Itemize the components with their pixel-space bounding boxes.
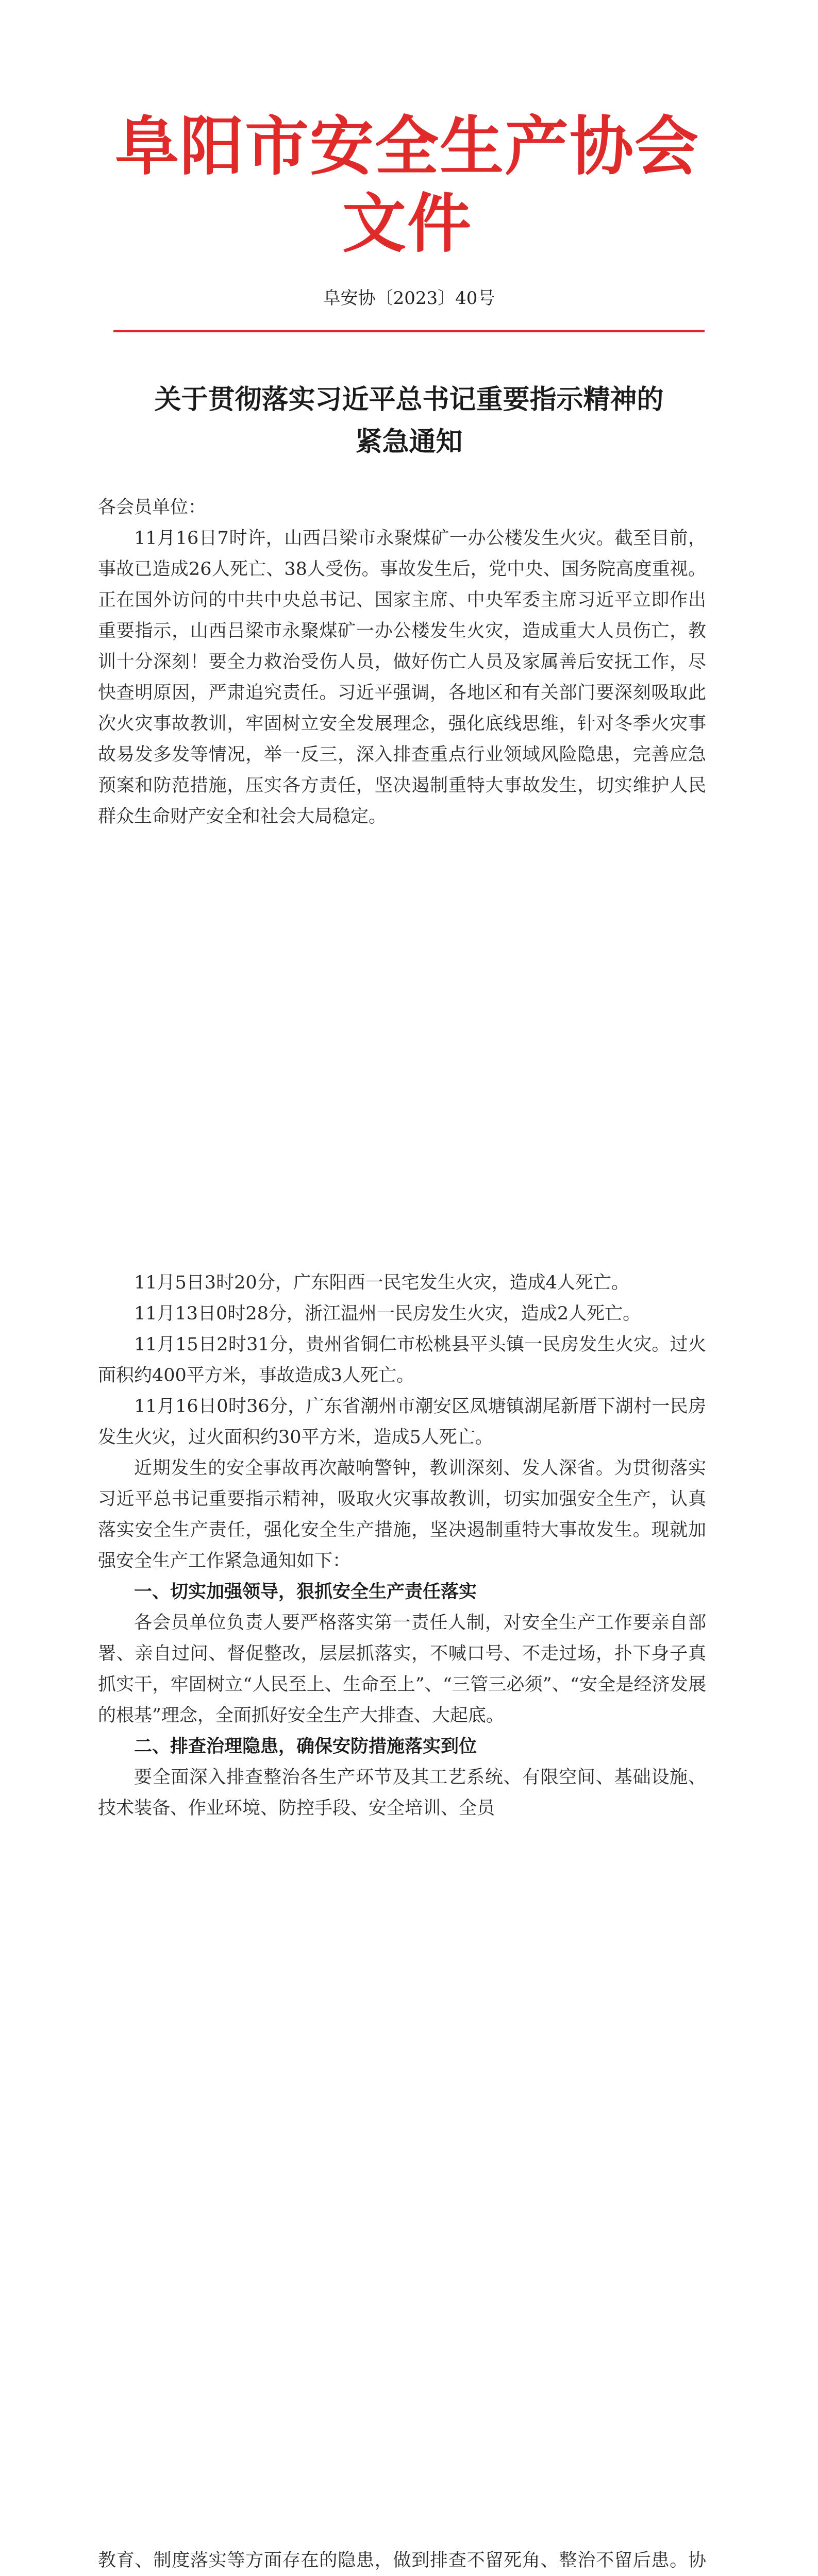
lead-paragraph: 近期发生的安全事故再次敲响警钟，教训深刻、发人深省。为贯彻落实习近平总书记重要指示精神，吸取火灾事故教训，切实加强安全生产，认真落实安全生产责任，强化安全生产措施，坚决遏制重特大事故发生。现就加强安全生产工作紧急通知如下：: [98, 1458, 706, 1571]
continuation-section: [98, 2545, 706, 2576]
document-masthead: 阜阳市安全生产协会文件: [114, 110, 699, 261]
notice-title-line1: 关于贯彻落实习近平总书记重要指示精神的: [154, 384, 664, 415]
incident-list: [98, 1267, 706, 1824]
document-number: 阜安协〔2023〕40号: [323, 288, 495, 309]
section-heading-1: 一、切实加强领导，狠抓安全生产责任落实: [134, 1582, 477, 1602]
section-text-2b: 教育、制度落实等方面存在的隐患，做到排查不留死角、整治不留后患。协: [98, 2550, 706, 2571]
incident-item: 11月5日3时20分，广东阳西一民宅发生火灾，造成4人死亡。: [134, 1273, 629, 1293]
section-text-1: 各会员单位负责人要严格落实第一责任人制，对安全生产工作要亲自部署、亲自过问、督促整改，层层抓落实，不喊口号、不走过场，扑下身子真抓实干，牢固树立“人民至上、生命至上”、“三管三必须”、“安全是经济发展的根基”理念，全面抓好安全生产大排查、大起底。: [98, 1613, 706, 1726]
section-text-2a: 要全面深入排查整治各生产环节及其工艺系统、有限空间、基础设施、技术装备、作业环境、防控手段、安全培训、全员: [98, 1767, 706, 1819]
intro-section: [98, 492, 706, 832]
incident-item: 11月13日0时28分，浙江温州一民房发生火灾，造成2人死亡。: [134, 1303, 641, 1324]
incident-item: 11月15日2时31分，贵州省铜仁市松桃县平头镇一民房发生火灾。过火面积约400平方米，事故造成3人死亡。: [98, 1334, 706, 1386]
salutation: 各会员单位：: [98, 497, 207, 518]
section-heading-2: 二、排查治理隐患，确保安防措施落实到位: [134, 1736, 477, 1757]
intro-paragraph: 11月16日7时许，山西吕梁市永聚煤矿一办公楼发生火灾。截至目前，事故已造成26人死亡、38人受伤。事故发生后，党中央、国务院高度重视。正在国外访问的中共中央总书记、国家主席、中央军委主席习近平立即作出重要指示，山西吕梁市永聚煤矿一办公楼发生火灾，造成重大人员伤亡，教训十分深刻！要全力救治受伤人员，做好伤亡人员及家属善后安抚工作，尽快查明原因，严肃追究责任。习近平强调，各地区和有关部门要深刻吸取此次火灾事故教训，牢固树立安全发展理念，强化底线思维，针对冬季火灾事故易发多发等情况，举一反三，深入排查重点行业领域风险隐患，完善应急预案和防范措施，压实各方责任，坚决遏制重特大事故发生，切实维护人民群众生命财产安全和社会大局稳定。: [98, 528, 706, 827]
masthead-divider: [113, 330, 705, 332]
notice-title-line2: 紧急通知: [355, 427, 463, 457]
incident-item: 11月16日0时36分，广东省潮州市潮安区凤塘镇湖尾新厝下湖村一民房发生火灾，过火面积约30平方米，造成5人死亡。: [98, 1396, 706, 1448]
notice-title: [103, 379, 715, 463]
